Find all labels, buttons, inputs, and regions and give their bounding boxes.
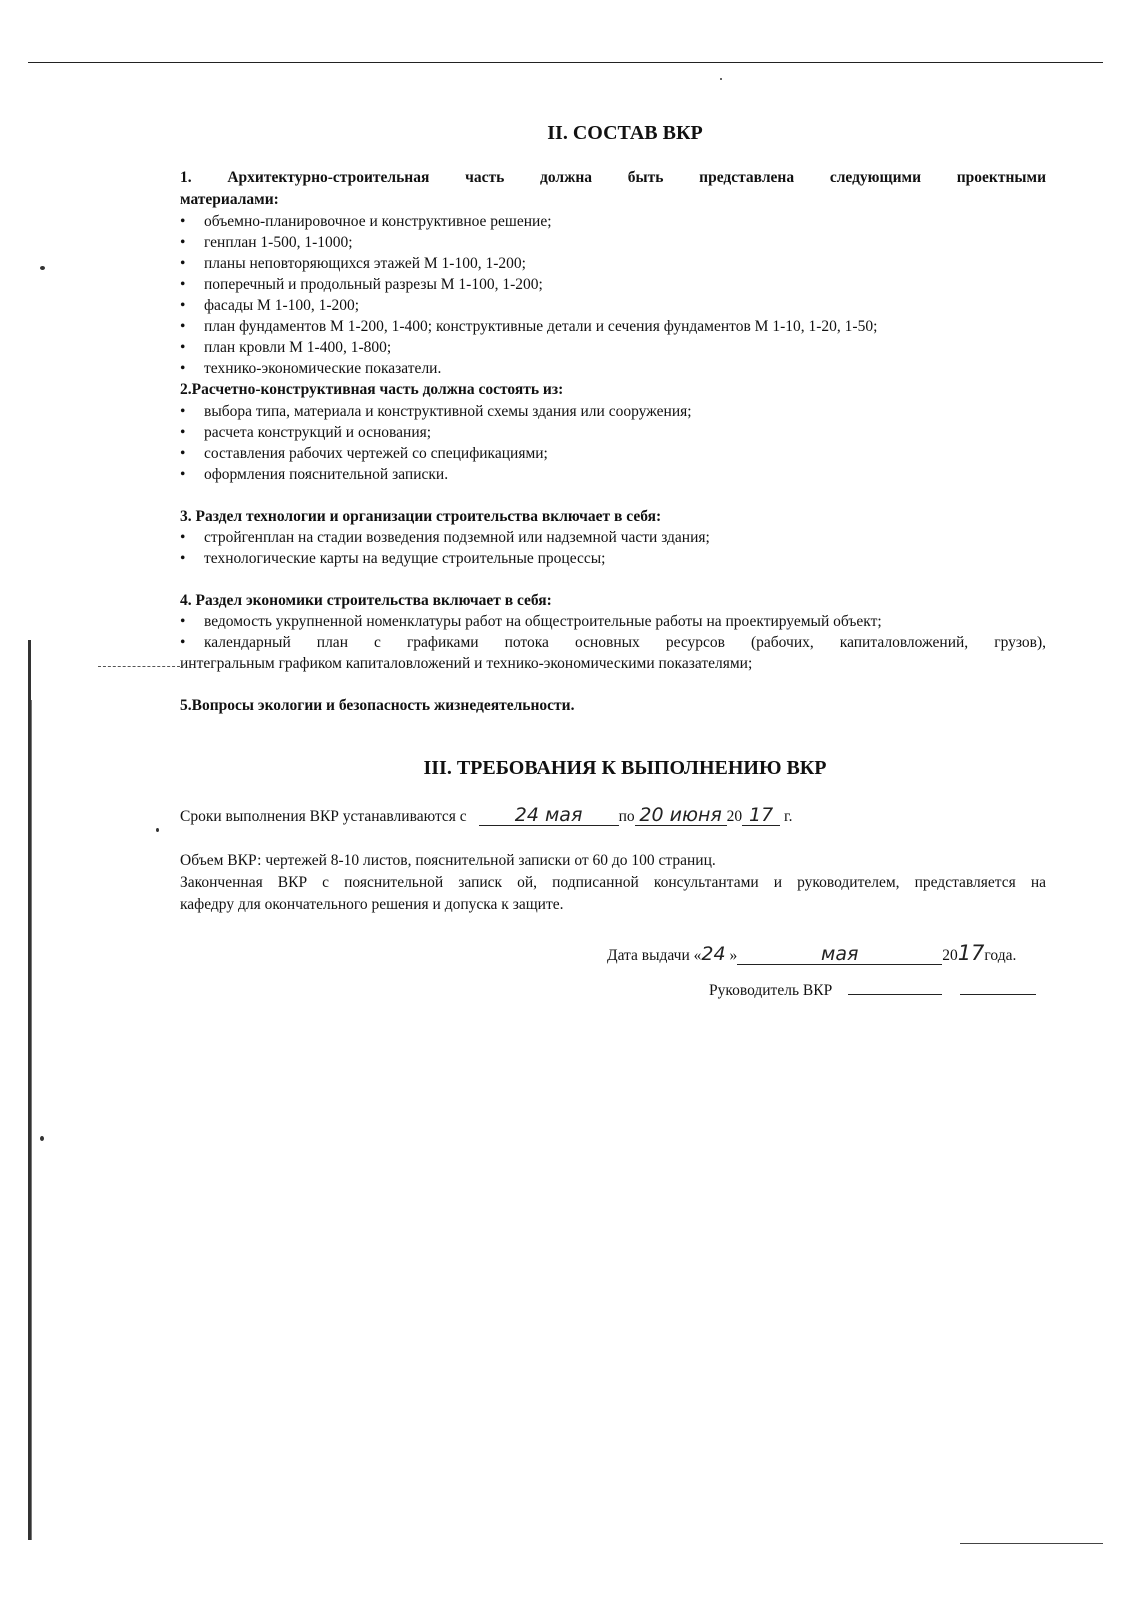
supervisor-name-line	[960, 994, 1036, 995]
deadline-to-handwritten: 20 июня	[635, 805, 727, 826]
list-item-continuation: интегральным графиком капиталовложений и технико-экономическими показателями;	[180, 655, 753, 672]
part-3-heading: 3. Раздел технологии и организации строительства включает в себя:	[180, 508, 662, 525]
part-2-heading: 2.Расчетно-конструктивная часть должна состоять из:	[180, 381, 564, 398]
completed-text-cont: кафедру для окончательного решения и допуска к защите.	[180, 896, 564, 913]
scan-speck	[40, 266, 45, 270]
deadline-year-handwritten: 17	[742, 805, 780, 826]
deadline-year-prefix: 20	[726, 808, 743, 825]
issue-date-row	[607, 941, 1016, 965]
issue-month-handwritten: мая	[737, 944, 942, 965]
issue-day-handwritten: 24	[701, 943, 726, 965]
issue-day-close: »	[725, 947, 738, 964]
part-5-heading: 5.Вопросы экологии и безопасность жизнедеятельности.	[180, 697, 575, 714]
deadline-suffix: г.	[783, 808, 793, 825]
issue-suffix: года.	[984, 947, 1017, 964]
scan-edge-top	[28, 62, 1103, 63]
issue-year-prefix: 20	[942, 947, 958, 964]
deadline-from-handwritten: 24 мая	[479, 805, 619, 826]
part-1-heading: 1. Архитектурно-строительная часть должна быть представлена следующими проектными	[180, 169, 1046, 186]
deadline-label: Сроки выполнения ВКР устанавливаются с	[180, 808, 467, 825]
scan-speck	[720, 78, 722, 80]
section-3-title: III. ТРЕБОВАНИЯ К ВЫПОЛНЕНИЮ ВКР	[423, 757, 827, 779]
scan-dash-mark	[98, 666, 180, 667]
supervisor-label: Руководитель ВКР	[709, 982, 833, 999]
completed-text: Законченная ВКР с пояснительной записк ой, подписанной консультантами и руководителем, представляется на	[180, 874, 1046, 891]
deadline-to-label: по	[618, 808, 635, 825]
scan-speck	[156, 828, 159, 832]
part-1-heading-cont: материалами:	[180, 191, 279, 208]
scan-edge-left-shadow	[31, 700, 32, 1540]
part-4-heading: 4. Раздел экономики строительства включает в себя:	[180, 592, 552, 609]
scan-edge-bottom	[960, 1543, 1103, 1544]
supervisor-signature-line	[848, 994, 942, 995]
deadline-row	[180, 805, 792, 826]
volume-text: Объем ВКР: чертежей 8-10 листов, пояснительной записки от 60 до 100 страниц.	[180, 852, 716, 869]
scan-speck	[40, 1136, 44, 1141]
issue-year-handwritten: 17	[957, 941, 985, 965]
section-2-title: II. СОСТАВ ВКР	[547, 122, 703, 144]
issue-date-label: Дата выдачи «	[607, 947, 702, 964]
supervisor-row	[709, 982, 1036, 1000]
